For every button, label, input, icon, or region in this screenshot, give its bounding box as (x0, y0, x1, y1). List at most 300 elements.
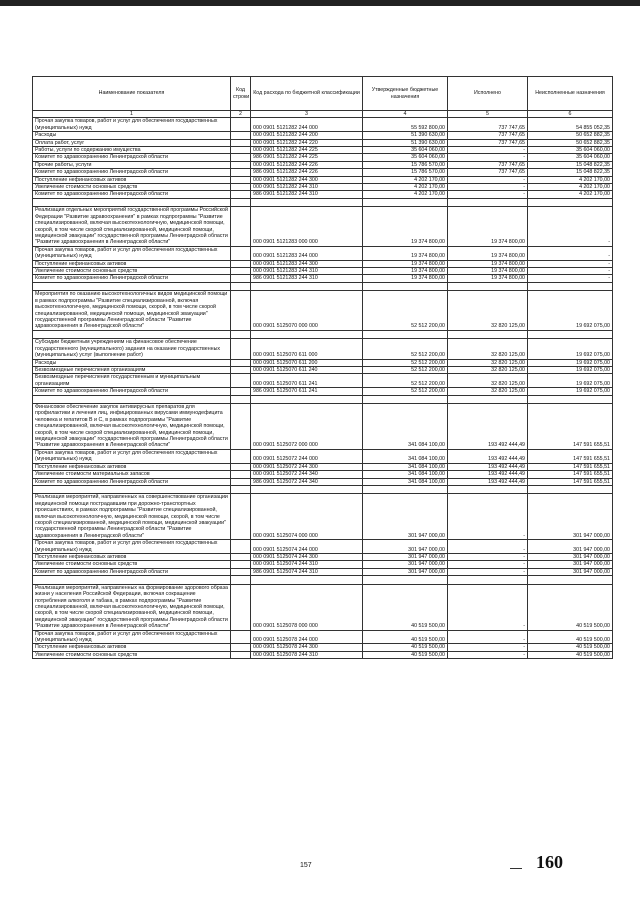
unexecuted-amount-cell: 147 591 655,51 (528, 404, 613, 450)
table-row (33, 132, 613, 139)
header-executed: Исполнено (448, 77, 528, 111)
executed-amount-cell: - (448, 584, 528, 630)
header-approved: Утвержденные бюджетные назначения (363, 77, 448, 111)
executed-amount-cell: - (448, 561, 528, 568)
spacer-row (33, 485, 613, 494)
row-code-cell (231, 478, 251, 485)
spacer-cell (363, 198, 448, 207)
budget-code-cell: 000 0901 5121283 244 310 (251, 268, 363, 275)
approved-amount-cell: 52 512 200,00 (363, 366, 448, 373)
spacer-cell (528, 576, 613, 585)
budget-code-cell: 000 0901 5121283 244 300 (251, 260, 363, 267)
executed-amount-cell: 193 492 444,49 (448, 478, 528, 485)
spacer-cell (251, 330, 363, 339)
approved-amount-cell: 19 374 800,00 (363, 207, 448, 246)
table-row (33, 584, 613, 630)
column-number: 3 (251, 111, 363, 118)
column-number: 1 (33, 111, 231, 118)
budget-code-cell: 000 0901 5125072 000 000 (251, 404, 363, 450)
approved-amount-cell: 35 604 060,00 (363, 147, 448, 154)
table-row (33, 471, 613, 478)
column-number: 2 (231, 111, 251, 118)
row-code-cell (231, 139, 251, 146)
executed-amount-cell: 193 492 444,49 (448, 449, 528, 463)
budget-execution-table (32, 76, 613, 659)
budget-code-cell: 000 0901 5125070 611 241 (251, 374, 363, 388)
approved-amount-cell: 301 947 000,00 (363, 540, 448, 554)
row-code-cell (231, 118, 251, 132)
spacer-cell (528, 330, 613, 339)
row-name-cell: Безвозмездные перечисления государственным и муниципальным организациям (33, 374, 231, 388)
spacer-cell (231, 576, 251, 585)
table-row (33, 630, 613, 644)
table-row (33, 161, 613, 168)
spacer-cell (231, 198, 251, 207)
spacer-cell (33, 395, 231, 404)
budget-code-cell: 000 0901 5125074 000 000 (251, 494, 363, 540)
spacer-cell (231, 330, 251, 339)
unexecuted-amount-cell: 15 048 822,35 (528, 161, 613, 168)
approved-amount-cell: 4 202 170,00 (363, 184, 448, 191)
spacer-cell (448, 395, 528, 404)
budget-code-cell: 000 0901 5125078 000 000 (251, 584, 363, 630)
table-row (33, 374, 613, 388)
approved-amount-cell: 51 390 630,00 (363, 139, 448, 146)
column-number-row (33, 111, 613, 118)
row-name-cell: Расходы (33, 359, 231, 366)
unexecuted-amount-cell: 147 591 655,51 (528, 471, 613, 478)
row-code-cell (231, 176, 251, 183)
spacer-cell (33, 282, 231, 291)
row-name-cell: Комитет по здравоохранению Ленинградской области (33, 478, 231, 485)
table-row (33, 404, 613, 450)
executed-amount-cell: - (448, 554, 528, 561)
unexecuted-amount-cell: - (528, 268, 613, 275)
row-name-cell: Поступление нефинансовых активов (33, 644, 231, 651)
executed-amount-cell: 193 492 444,49 (448, 471, 528, 478)
row-code-cell (231, 184, 251, 191)
header-budget-code: Код расхода по бюджетной классификации (251, 77, 363, 111)
executed-amount-cell: 19 374 800,00 (448, 207, 528, 246)
unexecuted-amount-cell: 301 947 000,00 (528, 554, 613, 561)
spacer-row (33, 198, 613, 207)
approved-amount-cell: 301 947 000,00 (363, 554, 448, 561)
table-row (33, 478, 613, 485)
unexecuted-amount-cell: 19 692 075,00 (528, 359, 613, 366)
row-name-cell: Поступление нефинансовых активов (33, 554, 231, 561)
scan-top-edge (0, 0, 640, 6)
table-row (33, 268, 613, 275)
page-stamp-number: 160 (536, 852, 563, 872)
budget-code-cell: 986 0901 5125072 244 340 (251, 478, 363, 485)
row-name-cell: Прочая закупка товаров, работ и услуг для обеспечения государственных (муниципальных) нужд (33, 540, 231, 554)
budget-code-cell: 000 0901 5125074 244 310 (251, 561, 363, 568)
spacer-cell (33, 576, 231, 585)
row-name-cell: Комитет по здравоохранению Ленинградской области (33, 169, 231, 176)
table-row (33, 191, 613, 198)
budget-code-cell: 986 0901 5125070 611 241 (251, 388, 363, 395)
spacer-cell (363, 576, 448, 585)
budget-code-cell: 000 0901 5121282 244 225 (251, 147, 363, 154)
approved-amount-cell: 52 512 200,00 (363, 339, 448, 359)
unexecuted-amount-cell: 4 202 170,00 (528, 184, 613, 191)
spacer-cell (448, 282, 528, 291)
executed-amount-cell: 32 820 125,00 (448, 339, 528, 359)
unexecuted-amount-cell: 40 519 500,00 (528, 644, 613, 651)
spacer-cell (448, 576, 528, 585)
unexecuted-amount-cell: 50 652 882,35 (528, 132, 613, 139)
row-name-cell: Комитет по здравоохранению Ленинградской области (33, 191, 231, 198)
approved-amount-cell: 55 592 800,00 (363, 118, 448, 132)
unexecuted-amount-cell: 147 591 655,51 (528, 478, 613, 485)
approved-amount-cell: 341 084 100,00 (363, 449, 448, 463)
spacer-row (33, 576, 613, 585)
executed-amount-cell: 19 374 800,00 (448, 246, 528, 260)
unexecuted-amount-cell: 301 947 000,00 (528, 540, 613, 554)
table-row (33, 494, 613, 540)
row-code-cell (231, 191, 251, 198)
unexecuted-amount-cell: 147 591 655,51 (528, 463, 613, 470)
approved-amount-cell: 40 519 500,00 (363, 644, 448, 651)
spacer-cell (363, 395, 448, 404)
spacer-cell (231, 485, 251, 494)
row-name-cell: Прочая закупка товаров, работ и услуг для обеспечения государственных (муниципальных) нужд (33, 246, 231, 260)
spacer-cell (251, 282, 363, 291)
unexecuted-amount-cell: - (528, 246, 613, 260)
unexecuted-amount-cell: 301 947 000,00 (528, 568, 613, 575)
row-code-cell (231, 374, 251, 388)
executed-amount-cell: - (448, 644, 528, 651)
header-row-code: Код строки (231, 77, 251, 111)
approved-amount-cell: 15 786 570,00 (363, 169, 448, 176)
executed-amount-cell: - (448, 176, 528, 183)
row-name-cell: Финансовое обеспечение закупок антивирусных препаратов для профилактики и лечения лиц, инфицированных вирусами иммунодефицита человека и гепатитов В и С, в рамках подпрограммы "Развитие специализированной, включая высокотехнологичную, медицинской помощи, скорой, в том числе скорой специализированной, медицинской помощи, медицинской эвакуации" государственной программы Ленинградской области "Развитие здравоохранения в Ленинградской области" (33, 404, 231, 450)
unexecuted-amount-cell: 15 048 822,35 (528, 169, 613, 176)
unexecuted-amount-cell: 50 652 882,35 (528, 139, 613, 146)
unexecuted-amount-cell: 147 591 655,51 (528, 449, 613, 463)
table-row (33, 449, 613, 463)
column-number: 5 (448, 111, 528, 118)
table-row (33, 568, 613, 575)
executed-amount-cell: 737 747,65 (448, 118, 528, 132)
row-code-cell (231, 246, 251, 260)
spacer-cell (528, 395, 613, 404)
executed-amount-cell: 32 820 125,00 (448, 388, 528, 395)
budget-code-cell: 000 0901 5125072 244 340 (251, 471, 363, 478)
table-row (33, 147, 613, 154)
row-code-cell (231, 132, 251, 139)
executed-amount-cell: - (448, 494, 528, 540)
row-name-cell: Мероприятия по оказанию высокотехнологичных видов медицинской помощи в рамках подпрограммы "Развитие специализированной, включая высокотехнологичную, медицинской помощи, скорой, в том числе скорой специализированной, медицинской помощи, медицинской эвакуации" государственной программы Ленинградской области "Развитие здравоохранения в Ленинградской области" (33, 291, 231, 330)
spacer-row (33, 330, 613, 339)
approved-amount-cell: 52 512 200,00 (363, 388, 448, 395)
table-row (33, 554, 613, 561)
executed-amount-cell: - (448, 630, 528, 644)
approved-amount-cell: 52 512 200,00 (363, 359, 448, 366)
header-row (33, 77, 613, 111)
row-code-cell (231, 584, 251, 630)
row-name-cell: Увеличение стоимости основных средств (33, 268, 231, 275)
table-row (33, 139, 613, 146)
row-name-cell: Безвозмездные перечисления организациям (33, 366, 231, 373)
table-row (33, 260, 613, 267)
budget-code-cell: 000 0901 5121282 244 226 (251, 161, 363, 168)
approved-amount-cell: 4 202 170,00 (363, 191, 448, 198)
budget-code-cell: 000 0901 5125078 244 310 (251, 651, 363, 658)
row-code-cell (231, 449, 251, 463)
budget-code-cell: 000 0901 5121282 244 310 (251, 184, 363, 191)
budget-code-cell: 000 0901 5125070 611 240 (251, 366, 363, 373)
approved-amount-cell: 341 084 100,00 (363, 478, 448, 485)
spacer-cell (231, 395, 251, 404)
row-name-cell: Расходы (33, 132, 231, 139)
table-row (33, 291, 613, 330)
approved-amount-cell: 19 374 800,00 (363, 260, 448, 267)
approved-amount-cell: 301 947 000,00 (363, 494, 448, 540)
unexecuted-amount-cell: 35 604 060,00 (528, 147, 613, 154)
row-code-cell (231, 366, 251, 373)
table-body (33, 118, 613, 659)
unexecuted-amount-cell: 40 519 500,00 (528, 584, 613, 630)
approved-amount-cell: 301 947 000,00 (363, 561, 448, 568)
spacer-cell (363, 485, 448, 494)
approved-amount-cell: 4 202 170,00 (363, 176, 448, 183)
executed-amount-cell: 32 820 125,00 (448, 374, 528, 388)
unexecuted-amount-cell: 301 947 000,00 (528, 494, 613, 540)
row-name-cell: Прочие работы, услуги (33, 161, 231, 168)
unexecuted-amount-cell: 40 519 500,00 (528, 630, 613, 644)
unexecuted-amount-cell: 40 519 500,00 (528, 651, 613, 658)
row-name-cell: Субсидии бюджетным учреждениям на финансовое обеспечение государственного (муниципального) задания на оказание государственных (муниципальных) услуг (выполнение работ) (33, 339, 231, 359)
table-row (33, 184, 613, 191)
executed-amount-cell: - (448, 147, 528, 154)
spacer-cell (251, 576, 363, 585)
unexecuted-amount-cell: 19 692 075,00 (528, 366, 613, 373)
approved-amount-cell: 301 947 000,00 (363, 568, 448, 575)
row-code-cell (231, 275, 251, 282)
row-code-cell (231, 359, 251, 366)
column-number: 4 (363, 111, 448, 118)
budget-code-cell: 000 0901 5125070 000 000 (251, 291, 363, 330)
spacer-cell (251, 395, 363, 404)
budget-code-cell: 000 0901 5121283 000 000 (251, 207, 363, 246)
executed-amount-cell: - (448, 184, 528, 191)
approved-amount-cell: 35 604 060,00 (363, 154, 448, 161)
row-code-cell (231, 161, 251, 168)
row-code-cell (231, 404, 251, 450)
row-code-cell (231, 268, 251, 275)
row-name-cell: Комитет по здравоохранению Ленинградской области (33, 275, 231, 282)
approved-amount-cell: 15 786 570,00 (363, 161, 448, 168)
budget-code-cell: 986 0901 5121282 244 226 (251, 169, 363, 176)
budget-code-cell: 000 0901 5125074 244 000 (251, 540, 363, 554)
table-row (33, 246, 613, 260)
row-code-cell (231, 147, 251, 154)
row-name-cell: Прочая закупка товаров, работ и услуг для обеспечения государственных (муниципальных) нужд (33, 118, 231, 132)
row-name-cell: Комитет по здравоохранению Ленинградской области (33, 388, 231, 395)
table-row (33, 561, 613, 568)
table-row (33, 176, 613, 183)
unexecuted-amount-cell: 19 692 075,00 (528, 388, 613, 395)
row-code-cell (231, 494, 251, 540)
approved-amount-cell: 19 374 800,00 (363, 246, 448, 260)
table-row (33, 359, 613, 366)
row-code-cell (231, 388, 251, 395)
spacer-cell (448, 485, 528, 494)
budget-code-cell: 000 0901 5121282 244 000 (251, 118, 363, 132)
spacer-cell (33, 485, 231, 494)
row-code-cell (231, 291, 251, 330)
spacer-cell (251, 198, 363, 207)
row-name-cell: Увеличение стоимости основных средств (33, 184, 231, 191)
budget-code-cell: 000 0901 5125072 244 300 (251, 463, 363, 470)
budget-code-cell: 000 0901 5125078 244 300 (251, 644, 363, 651)
table-row (33, 118, 613, 132)
row-name-cell: Комитет по здравоохранению Ленинградской области (33, 568, 231, 575)
row-code-cell (231, 651, 251, 658)
row-name-cell: Комитет по здравоохранению Ленинградской области (33, 154, 231, 161)
row-code-cell (231, 568, 251, 575)
budget-code-cell: 000 0901 5121283 244 000 (251, 246, 363, 260)
table-row (33, 463, 613, 470)
spacer-row (33, 282, 613, 291)
executed-amount-cell: - (448, 191, 528, 198)
row-code-cell (231, 339, 251, 359)
executed-amount-cell: 193 492 444,49 (448, 404, 528, 450)
budget-code-cell: 986 0901 5121282 244 310 (251, 191, 363, 198)
approved-amount-cell: 341 084 100,00 (363, 463, 448, 470)
budget-code-cell: 000 0901 5125074 244 300 (251, 554, 363, 561)
spacer-cell (33, 330, 231, 339)
budget-code-cell: 000 0901 5125070 611 200 (251, 359, 363, 366)
row-code-cell (231, 207, 251, 246)
approved-amount-cell: 51 390 630,00 (363, 132, 448, 139)
row-name-cell: Реализация отдельных мероприятий государственной программы Российской Федерации "Развитие здравоохранения" в рамках подпрограммы "Развитие специализированной, включая высокотехнологичную, медицинской помощи, скорой, в том числе скорой специализированной, медицинской помощи, медицинской эвакуации" государственной программы Ленинградской области "Развитие здравоохранения в Ленинградской области" (33, 207, 231, 246)
row-code-cell (231, 463, 251, 470)
approved-amount-cell: 341 084 100,00 (363, 471, 448, 478)
unexecuted-amount-cell: - (528, 260, 613, 267)
header-name: Наименование показателя (33, 77, 231, 111)
table-row (33, 366, 613, 373)
unexecuted-amount-cell: 19 692 075,00 (528, 374, 613, 388)
budget-code-cell: 000 0901 5125070 611 000 (251, 339, 363, 359)
spacer-cell (363, 330, 448, 339)
spacer-cell (33, 198, 231, 207)
executed-amount-cell: 737 747,65 (448, 161, 528, 168)
row-name-cell: Увеличение стоимости основных средств (33, 651, 231, 658)
row-code-cell (231, 471, 251, 478)
unexecuted-amount-cell: 301 947 000,00 (528, 561, 613, 568)
column-number: 6 (528, 111, 613, 118)
row-code-cell (231, 630, 251, 644)
row-code-cell (231, 561, 251, 568)
executed-amount-cell: 32 820 125,00 (448, 366, 528, 373)
executed-amount-cell: 19 374 800,00 (448, 275, 528, 282)
approved-amount-cell: 40 519 500,00 (363, 630, 448, 644)
approved-amount-cell: 40 519 500,00 (363, 584, 448, 630)
table-row (33, 339, 613, 359)
unexecuted-amount-cell: 35 604 060,00 (528, 154, 613, 161)
approved-amount-cell: 341 084 100,00 (363, 404, 448, 450)
budget-code-cell: 000 0901 5121282 244 200 (251, 132, 363, 139)
spacer-cell (448, 198, 528, 207)
header-unexecuted: Неисполненные назначения (528, 77, 613, 111)
unexecuted-amount-cell: - (528, 207, 613, 246)
spacer-cell (231, 282, 251, 291)
row-code-cell (231, 540, 251, 554)
executed-amount-cell: - (448, 540, 528, 554)
approved-amount-cell: 40 519 500,00 (363, 651, 448, 658)
row-code-cell (231, 644, 251, 651)
row-name-cell: Прочая закупка товаров, работ и услуг для обеспечения государственных (муниципальных) нужд (33, 449, 231, 463)
table-row (33, 207, 613, 246)
executed-amount-cell: - (448, 568, 528, 575)
unexecuted-amount-cell: 19 692 075,00 (528, 339, 613, 359)
table-row (33, 154, 613, 161)
row-name-cell: Поступление нефинансовых активов (33, 176, 231, 183)
page-number: 157 (300, 862, 312, 869)
spacer-cell (528, 198, 613, 207)
unexecuted-amount-cell: - (528, 275, 613, 282)
executed-amount-cell: 32 820 125,00 (448, 359, 528, 366)
executed-amount-cell: 193 492 444,49 (448, 463, 528, 470)
row-name-cell: Работы, услуги по содержанию имущества (33, 147, 231, 154)
row-name-cell: Реализация мероприятий, направленных на совершенствование организации медицинской помощи пострадавшим при дорожно-транспортных происшествиях, в рамках подпрограммы "Развитие специализированной, включая высокотехнологичную, медицинской помощи, скорой, в том числе скорой специализированной, медицинской помощи, медицинской эвакуации" государственной программы Ленинградской области "Развитие здравоохранения в Ленинградской области" (33, 494, 231, 540)
row-code-cell (231, 260, 251, 267)
unexecuted-amount-cell: 4 202 170,00 (528, 191, 613, 198)
row-name-cell: Увеличение стоимости основных средств (33, 561, 231, 568)
table-row (33, 540, 613, 554)
row-code-cell (231, 169, 251, 176)
budget-code-cell: 986 0901 5121283 244 310 (251, 275, 363, 282)
signature-dash (510, 868, 522, 869)
table-row (33, 275, 613, 282)
spacer-cell (528, 485, 613, 494)
row-name-cell: Поступление нефинансовых активов (33, 260, 231, 267)
budget-code-cell: 986 0901 5125074 244 310 (251, 568, 363, 575)
budget-code-cell: 986 0901 5121282 244 225 (251, 154, 363, 161)
spacer-cell (251, 485, 363, 494)
executed-amount-cell: 737 747,65 (448, 139, 528, 146)
executed-amount-cell: 32 820 125,00 (448, 291, 528, 330)
row-name-cell: Прочая закупка товаров, работ и услуг для обеспечения государственных (муниципальных) нужд (33, 630, 231, 644)
spacer-cell (528, 282, 613, 291)
row-name-cell: Увеличение стоимости материальных запасов (33, 471, 231, 478)
approved-amount-cell: 19 374 800,00 (363, 275, 448, 282)
row-name-cell: Реализация мероприятий, направленных на формирование здорового образа жизни у населения Российской Федерации, включая сокращение потребления алкоголя и табака, в рамках подпрограммы "Развитие специализированной, включая высокотехнологичную, медицинской помощи, скорой, в том числе скорой специализированной, медицинской помощи, медицинской эвакуации" государственной программы Ленинградской области "Развитие здравоохранения в Ленинградской области" (33, 584, 231, 630)
approved-amount-cell: 52 512 200,00 (363, 291, 448, 330)
unexecuted-amount-cell: 4 202 170,00 (528, 176, 613, 183)
table-row (33, 169, 613, 176)
spacer-cell (448, 330, 528, 339)
approved-amount-cell: 19 374 800,00 (363, 268, 448, 275)
approved-amount-cell: 52 512 200,00 (363, 374, 448, 388)
row-name-cell: Поступление нефинансовых активов (33, 463, 231, 470)
budget-code-cell: 000 0901 5125078 244 000 (251, 630, 363, 644)
spacer-row (33, 395, 613, 404)
executed-amount-cell: - (448, 154, 528, 161)
table-row (33, 651, 613, 658)
budget-code-cell: 000 0901 5121282 244 220 (251, 139, 363, 146)
row-name-cell: Оплата работ, услуг (33, 139, 231, 146)
row-code-cell (231, 154, 251, 161)
unexecuted-amount-cell: 54 855 052,35 (528, 118, 613, 132)
budget-code-cell: 000 0901 5125072 244 000 (251, 449, 363, 463)
executed-amount-cell: 19 374 800,00 (448, 268, 528, 275)
unexecuted-amount-cell: 19 692 075,00 (528, 291, 613, 330)
spacer-cell (363, 282, 448, 291)
executed-amount-cell: 19 374 800,00 (448, 260, 528, 267)
